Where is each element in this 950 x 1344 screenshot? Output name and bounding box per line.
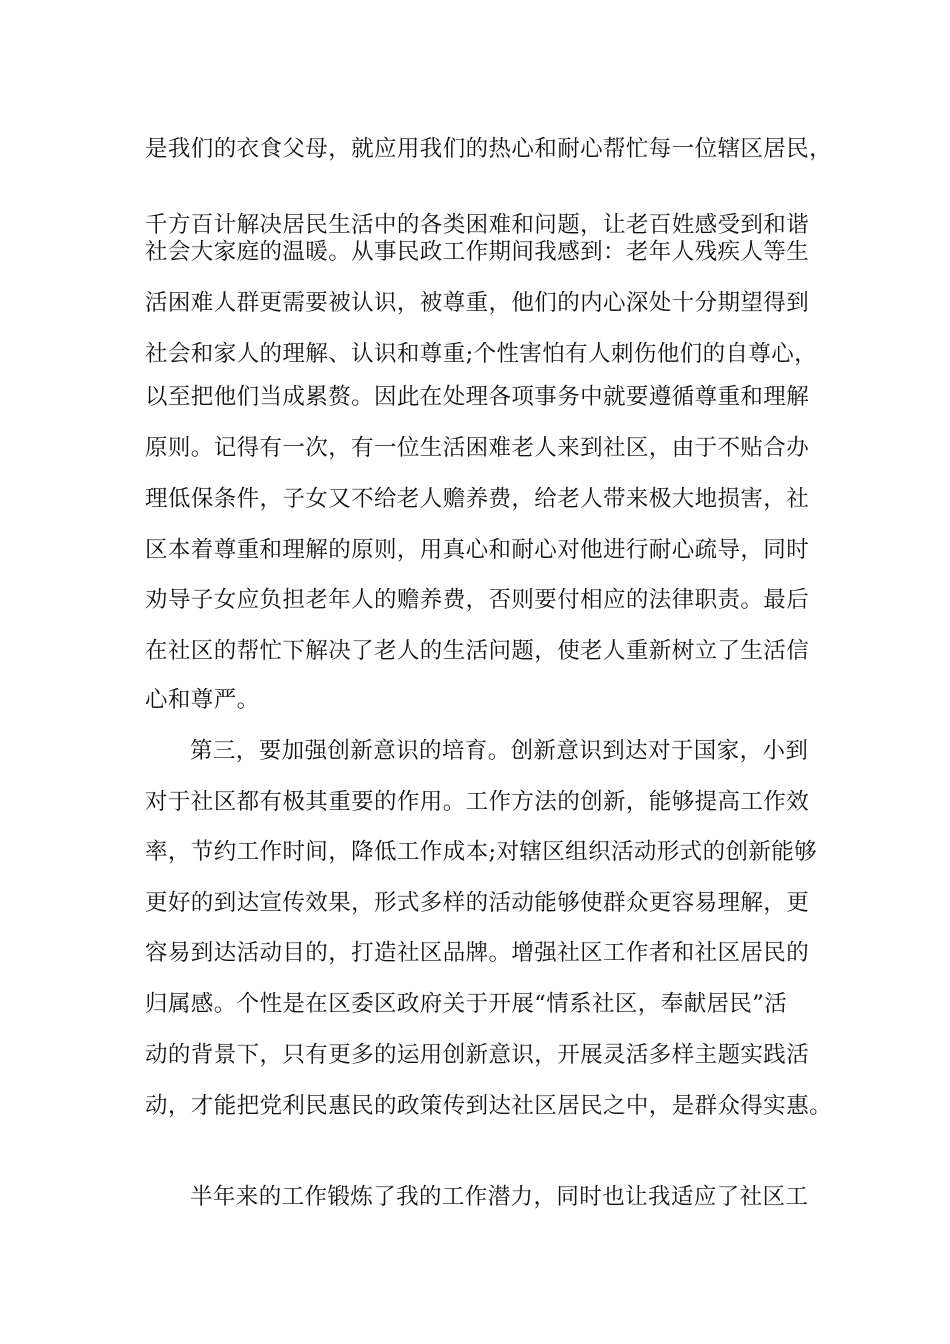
text-line: 率，节约工作时间，降低工作成本;对辖区组织活动形式的创新能够 — [145, 839, 818, 865]
text-line: 在社区的帮忙下解决了老人的生活问题，使老人重新树立了生活信 — [145, 638, 810, 664]
text-line: 动的背景下，只有更多的运用创新意识，开展灵活多样主题实践活 — [145, 1042, 810, 1068]
text-line: 心和尊严。 — [145, 687, 260, 713]
text-line: 更好的到达宣传效果，形式多样的活动能够使群众更容易理解，更 — [145, 890, 810, 916]
text-line: 以至把他们当成累赘。因此在处理各项事务中就要遵循尊重和理解 — [145, 384, 810, 410]
text-line: 是我们的衣食父母，就应用我们的热心和耐心帮忙每一位辖区居民， — [145, 136, 833, 162]
paragraph-first-line: 半年来的工作锻炼了我的工作潜力，同时也让我适应了社区工 — [190, 1184, 809, 1210]
text-line: 理低保条件，子女又不给老人赡养费，给老人带来极大地损害，社 — [145, 486, 810, 512]
text-line: 社会和家人的理解、认识和尊重;个性害怕有人刺伤他们的自尊心， — [145, 341, 818, 367]
paragraph-first-line: 第三，要加强创新意识的培育。创新意识到达对于国家，小到 — [190, 738, 809, 764]
text-line: 劝导子女应负担老年人的赡养费，否则要付相应的法律职责。最后 — [145, 587, 810, 613]
text-line: 原则。记得有一次，有一位生活困难老人来到社区，由于不贴合办 — [145, 435, 810, 461]
text-line: 千方百计解决居民生活中的各类困难和问题，让老百姓感受到和谐 — [145, 212, 810, 238]
text-line: 归属感。个性是在区委区政府关于开展“情系社区，奉献居民”活 — [145, 991, 788, 1017]
text-line: 容易到达活动目的，打造社区品牌。增强社区工作者和社区居民的 — [145, 940, 810, 966]
text-line: 区本着尊重和理解的原则，用真心和耐心对他进行耐心疏导，同时 — [145, 537, 810, 563]
text-line: 活困难人群更需要被认识，被尊重，他们的内心深处十分期望得到 — [145, 290, 810, 316]
text-line: 对于社区都有极其重要的作用。工作方法的创新，能够提高工作效 — [145, 789, 810, 815]
text-line: 动，才能把党利民惠民的政策传到达社区居民之中，是群众得实惠。 — [145, 1093, 833, 1119]
text-line: 社会大家庭的温暖。从事民政工作期间我感到：老年人残疾人等生 — [145, 239, 810, 265]
